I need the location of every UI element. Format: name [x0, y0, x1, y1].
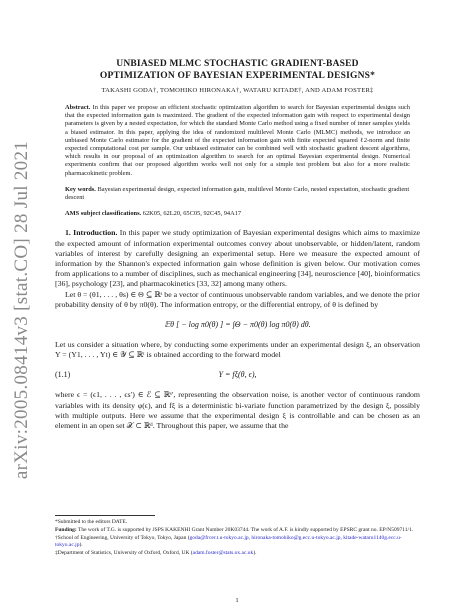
- ams-text: 62K05, 62L20, 65C05, 92C45, 94A17: [142, 210, 242, 218]
- introduction-section: [55, 228, 420, 431]
- footnote-funding: [55, 527, 420, 534]
- equation-number: (1.1): [55, 370, 71, 380]
- funding-text: The work of T.G. is supported by JSPS KAKENHI Grant Number 20K03744. The work of A.F. is kindly supported by EPSRC grant no. EP/N509711/1.: [78, 527, 414, 533]
- paper-title: [55, 58, 420, 82]
- abstract-text: In this paper we propose an efficient stochastic optimization algorithm to search for Bayesian experimental designs such that the expected information gain is maximized. The gradient of the expected information gain with respect to experimental design parameters is given by a nested expectation, for which the standard Monte Carlo method using a fixed number of inner samples yields a biased estimator. In this paper, applying the idea of randomized multilevel Monte Carlo (MLMC) methods, we introduce an unbiased Monte Carlo estimator for the gradient of the expected information gain with finite expected squared ℓ2-norm and finite expected computational cost per sample. Our unbiased estimator can be combined well with stochastic gradient descent algorithms, which results in our proposal of an optimization algorithm to search for an optimal Bayesian experimental design. Numerical experiments confirm that our proposed algorithm works well not only for a simple test problem but also for a more realistic pharmacokinetic problem.: [65, 104, 410, 177]
- entropy-equation-body: 𝔼θ [ − log π0(θ) ] = ∫Θ − π0(θ) log π0(θ) dθ.: [164, 320, 311, 330]
- abstract: [65, 104, 410, 178]
- oxford-email-link[interactable]: adam.foster@stats.ox.ac.uk: [192, 550, 254, 556]
- intro-paragraph-4: where ϵ = (ϵ1, . . . , ϵs′) ∈ ℰ ⊆ ℝˢ′, representing the observation noise, is another vector of continuous random variables with its density φ(ϵ), and fξ is a deterministic bi-variate function parametrized by the design ξ, possibly with multiple outputs. Here we assume that the experimental design ξ is controllable and can be chosen as an element in an open set 𝒳 ⊂ ℝᵈ. Throughout this paper, we assume that the: [55, 390, 420, 431]
- author-list: TAKASHI GODA†, TOMOHIKO HIRONAKA†, WATARU KITADE†, AND ADAM FOSTER‡: [101, 87, 374, 94]
- arxiv-stamp: [4, 140, 40, 480]
- tokyo-close: ).: [79, 542, 83, 548]
- keywords-text: Bayesian experimental design, expected information gain, multilevel Monte Carlo, nested expectation, stochastic gradient descent: [65, 185, 410, 202]
- footnote-rule: [55, 515, 155, 516]
- paper-page: [55, 58, 420, 431]
- tokyo-affiliation: †School of Engineering, University of Tokyo, Tokyo, Japan (: [55, 535, 190, 541]
- ams-classification: [65, 210, 410, 218]
- footnote-tokyo: [55, 535, 420, 549]
- footnote-submitted: *Submitted to the editors DATE.: [55, 519, 128, 525]
- forward-model-body: Y = fξ(θ, ϵ),: [218, 370, 257, 380]
- arxiv-identifier: arXiv:2005.08414v3 [stat.CO] 28 Jul 2021: [11, 140, 32, 480]
- abstract-label: Abstract.: [65, 104, 91, 111]
- oxford-affiliation: ‡Department of Statistics, University of Oxford, Oxford, UK (: [55, 550, 193, 556]
- keywords: [65, 186, 410, 202]
- intro-paragraph-3: Let us consider a situation where, by conducting some experiments under an experimental design ξ, an observation Y = (Y1, . . . , Yt) ∈ 𝒴 ⊆ ℝᵗ is obtained according to the forward model: [55, 340, 420, 360]
- page-number: 1: [235, 597, 239, 604]
- tokyo-emails-link[interactable]: goda@frcer.t.u-tokyo.ac.jp, hironaka-tomohiko@g.ecc.u-tokyo.ac.jp, kitade-wataru1140g.ecc.u-tokyo.ac.jp: [55, 535, 402, 548]
- footnotes: [55, 515, 420, 558]
- forward-model-equation: [55, 364, 420, 386]
- oxford-close: ).: [253, 550, 257, 556]
- funding-label: Funding:: [55, 527, 77, 533]
- intro-paragraph-2: Let θ = (θ1, . . . , θs) ∈ Θ ⊆ ℝˢ be a vector of continuous unobservable random variables, and we denote the prior probability density of θ by π0(θ). The information entropy, or the differential entropy, of θ is defined by: [55, 289, 420, 309]
- keywords-label: Key words.: [65, 185, 96, 193]
- entropy-equation: [55, 314, 420, 336]
- section-heading: 1. Introduction.: [65, 228, 118, 238]
- title-line-1: UNBIASED MLMC STOCHASTIC GRADIENT-BASED: [116, 59, 359, 69]
- intro-paragraph-1: In this paper we study optimization of Bayesian experimental designs which aims to maximize the expected amount of information experimental outcomes convey about unobservable, or hidden/latent, random variables of interest by carefully designing an experimental setup. Here we measure the expected amount of information by the Shannon's expected information gain whose definition is given below. Our motivation comes from applications to a number of disciplines, such as mechanical engineering [34], neuroscience [40], bioinformatics [36], psychology [23], and pharmacokinetics [33, 32] among many others.: [55, 228, 421, 289]
- footnote-oxford: [55, 550, 420, 557]
- ams-label: AMS subject classifications.: [65, 210, 142, 218]
- title-line-2: OPTIMIZATION OF BAYESIAN EXPERIMENTAL DESIGNS*: [99, 71, 376, 81]
